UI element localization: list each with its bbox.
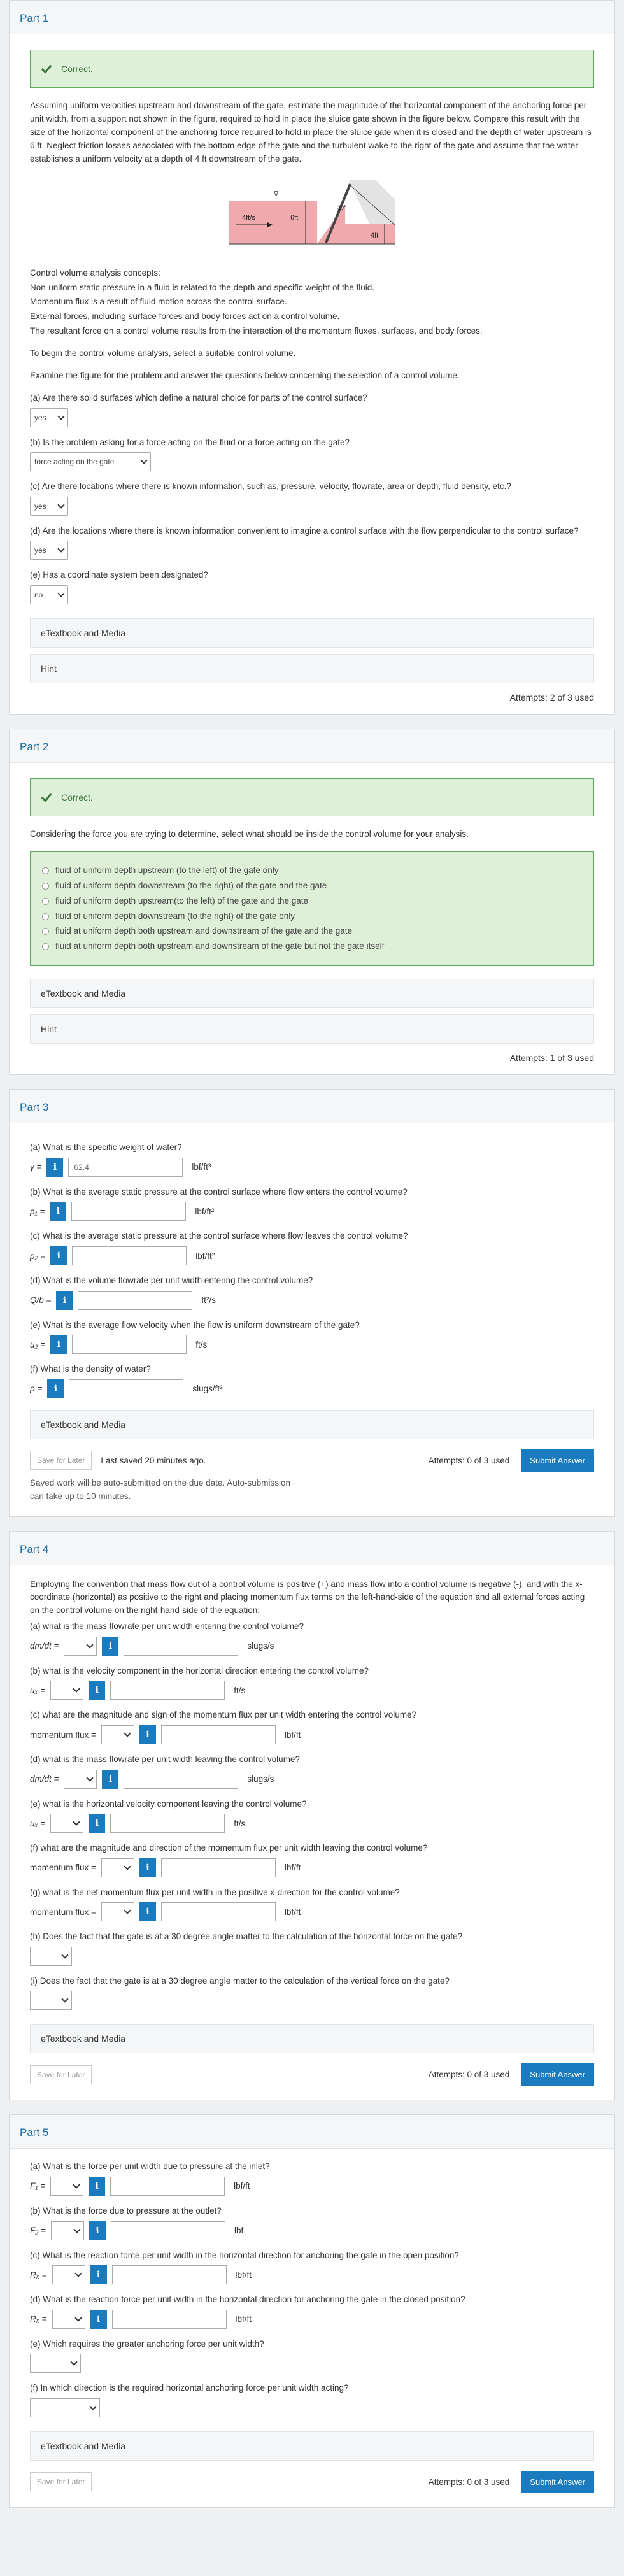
answer-e-row: [30, 1335, 594, 1354]
svg-text:∇: ∇: [274, 190, 279, 198]
etextbook-button[interactable]: eTextbook and Media: [30, 979, 594, 1008]
part-1-body: [10, 34, 614, 714]
save-row: [30, 2461, 594, 2498]
answer-a-row: [30, 2177, 594, 2196]
save-row: [30, 2053, 594, 2091]
answer-d-input[interactable]: [78, 1291, 192, 1310]
variable-label: uₓ =: [30, 1685, 46, 1695]
hint-button[interactable]: Hint: [30, 654, 594, 683]
examine-instruction: Examine the figure for the problem and answer the questions below concerning the selection of a control volume.: [30, 371, 460, 381]
answer-b-input[interactable]: [111, 2221, 225, 2240]
info-icon[interactable]: i: [102, 1770, 118, 1789]
chevron-down-icon: [89, 2403, 96, 2410]
problem-statement: Assuming uniform velocities upstream and downstream of the gate, estimate the magnitude of the horizontal component of the anchoring force per unit width, from a support not shown in the figure, required to hold in place the sluice gate shown in the figure below. Compare this result with the size of the horizontal component of the anchoring force required to hold in place the sluice gate when it is closed and the depth of water upstream is 6 ft. Neglect friction losses associated with the bottom edge of the gate and the turbulent wake to the right of the gate and assume that the water establishes a uniform velocity at a depth of 4 ft downstream of the gate.: [30, 101, 592, 164]
radio-icon[interactable]: [42, 883, 49, 890]
answer-d-row: [30, 2310, 594, 2329]
etextbook-button[interactable]: eTextbook and Media: [30, 2024, 594, 2053]
question-f: (f) what are the magnitude and direction of the momentum flux per unit width leaving the control volume?: [30, 1843, 428, 1853]
radio-icon[interactable]: [42, 867, 49, 874]
option-label: fluid at uniform depth both upstream and downstream of the gate but not the gate itself: [55, 941, 385, 951]
save-for-later-button[interactable]: Save for Later: [30, 2472, 92, 2491]
answer-a-row: [30, 1158, 594, 1177]
option-label: fluid at uniform depth both upstream and downstream of the gate and the gate: [55, 926, 353, 936]
question-prompt: Considering the force you are trying to determine, select what should be inside the control volume for your analysis.: [30, 829, 469, 839]
variable-label: momentum flux =: [30, 1730, 96, 1740]
variable-label: ρ =: [30, 1384, 43, 1394]
answer-d-row: [30, 1291, 594, 1310]
question-b: (b) Is the problem asking for a force acting on the fluid or a force acting on the gate?: [30, 437, 350, 447]
concept-line: Momentum flux is a result of fluid motion across the control surface.: [30, 297, 287, 307]
sign-select[interactable]: [51, 2221, 84, 2240]
select-value: no: [34, 590, 43, 599]
question-f: (f) What is the density of water?: [30, 1364, 151, 1374]
answer-c-row: [30, 2265, 594, 2284]
sign-select[interactable]: [101, 1858, 134, 1877]
unit-label: lbf/ft: [284, 1907, 301, 1917]
correct-banner: [30, 50, 594, 88]
option-label: fluid of uniform depth upstream(to the left) of the gate and the gate: [55, 895, 308, 906]
variable-label: p₂ =: [30, 1251, 46, 1261]
radio-icon[interactable]: [42, 898, 49, 905]
chevron-down-icon: [87, 1641, 94, 1648]
save-row: [30, 1439, 594, 1477]
answer-b-row: [30, 2221, 594, 2240]
unit-label: lbf/ft²: [195, 1206, 215, 1216]
info-icon[interactable]: i: [90, 2310, 107, 2329]
save-right: [429, 2063, 594, 2086]
checkmark-icon: [41, 63, 52, 75]
answer-a-input[interactable]: 62.4: [68, 1158, 183, 1177]
save-for-later-button[interactable]: Save for Later: [30, 2065, 92, 2084]
chevron-down-icon: [57, 546, 64, 553]
part-4-body: [10, 1565, 614, 2100]
answer-c-input[interactable]: [112, 2265, 227, 2284]
radio-icon[interactable]: [42, 928, 49, 935]
question-b: (b) What is the force due to pressure at the outlet?: [30, 2205, 222, 2216]
question-d: (d) What is the volume flowrate per unit width entering the control volume?: [30, 1276, 313, 1286]
answer-d-input[interactable]: [112, 2310, 227, 2329]
radio-option[interactable]: [42, 895, 582, 908]
unit-label: ft/s: [234, 1818, 246, 1828]
info-icon[interactable]: i: [47, 1379, 64, 1398]
answer-a-input[interactable]: [124, 1637, 238, 1656]
last-saved-text: Last saved 20 minutes ago.: [101, 1455, 206, 1465]
radio-option[interactable]: [42, 940, 582, 953]
option-label: fluid of uniform depth downstream (to the right) of the gate only: [55, 911, 295, 921]
info-icon[interactable]: i: [89, 1814, 105, 1833]
sign-select[interactable]: [64, 1770, 97, 1789]
part-title: Part 1: [20, 12, 49, 24]
chevron-down-icon: [124, 1730, 131, 1737]
concept-line: The resultant force on a control volume results from the interaction of the momentum fluxes, surfaces, and body forces.: [30, 326, 483, 336]
unit-label: ft/s: [234, 1685, 246, 1695]
info-icon[interactable]: i: [56, 1291, 73, 1310]
question-a: (a) What is the specific weight of water?: [30, 1142, 182, 1153]
answer-f-input[interactable]: [161, 1858, 276, 1877]
chevron-down-icon: [73, 1686, 80, 1693]
part-2-panel: [9, 729, 615, 1075]
info-icon[interactable]: i: [46, 1158, 63, 1177]
save-right: [429, 1449, 594, 1472]
unit-label: lbf/ft: [284, 1863, 301, 1873]
option-label: fluid of uniform depth upstream (to the left) of the gate only: [55, 865, 279, 875]
sign-select[interactable]: [50, 1681, 83, 1700]
upstream-velocity-label: 4ft/s: [242, 213, 255, 222]
variable-label: momentum flux =: [30, 1907, 96, 1917]
sign-select[interactable]: [52, 2265, 85, 2284]
downstream-depth-label: 4ft: [371, 231, 379, 239]
variable-label: F₁ =: [30, 2181, 46, 2191]
question-e: (e) What is the average flow velocity when the flow is uniform downstream of the gate?: [30, 1320, 360, 1330]
part-4-header: [10, 1532, 614, 1565]
question-a: (a) What is the force per unit width due to pressure at the inlet?: [30, 2161, 270, 2172]
info-icon[interactable]: i: [50, 1246, 67, 1265]
part-5-header: [10, 2115, 614, 2149]
part-2-body: [10, 763, 614, 1074]
select-value: yes: [34, 501, 46, 511]
option-label: fluid of uniform depth downstream (to the right) of the gate and the gate: [55, 880, 327, 890]
concept-line: Control volume analysis concepts:: [30, 267, 160, 278]
variable-label: Rₓ =: [30, 2314, 47, 2324]
variable-label: dm/dt =: [30, 1774, 59, 1784]
chevron-down-icon: [70, 2359, 77, 2366]
save-left: [30, 2065, 92, 2084]
answer-d-select[interactable]: [30, 541, 68, 560]
part-title: Part 2: [20, 740, 49, 753]
answer-e-input[interactable]: [72, 1335, 187, 1354]
info-icon[interactable]: i: [102, 1637, 118, 1656]
submit-answer-button[interactable]: Submit Answer: [521, 1449, 594, 1472]
variable-label: uₓ =: [30, 1818, 46, 1828]
unit-label: lbf/ft: [235, 2270, 252, 2280]
attempts: [30, 1044, 594, 1065]
sign-select[interactable]: [52, 2310, 85, 2329]
etextbook-button[interactable]: eTextbook and Media: [30, 618, 594, 648]
question-f: (f) In which direction is the required horizontal anchoring force per unit width acting?: [30, 2383, 349, 2393]
concept-line: External forces, including surface forces and body forces act on a control volume.: [30, 311, 340, 322]
info-icon[interactable]: i: [139, 1858, 156, 1877]
variable-label: momentum flux =: [30, 1863, 96, 1873]
select-value: force acting on the gate: [34, 457, 115, 467]
chevron-down-icon: [57, 413, 64, 420]
radio-option[interactable]: [42, 879, 582, 893]
part-1-panel: [9, 0, 615, 715]
answer-d-input[interactable]: [124, 1770, 238, 1789]
correct-text: Correct.: [61, 792, 93, 802]
info-icon[interactable]: i: [89, 2221, 106, 2240]
question-b: (b) what is the velocity component in the horizontal direction entering the control volume?: [30, 1665, 369, 1676]
concepts-block: [30, 267, 594, 339]
chevron-down-icon: [124, 1863, 131, 1870]
question-h: (h) Does the fact that the gate is at a 30 degree angle matter to the calculation of the horizontal force on the gate?: [30, 1932, 463, 1942]
question-e: (e) Has a coordinate system been designated?: [30, 570, 208, 580]
answer-b-select[interactable]: [30, 452, 151, 471]
variable-label: γ =: [30, 1162, 42, 1172]
chevron-down-icon: [124, 1907, 131, 1914]
attempts-text: Attempts: 0 of 3 used: [428, 2477, 510, 2487]
variable-label: F₂ =: [30, 2226, 46, 2235]
convention-statement: Employing the convention that mass flow out of a control volume is positive (+) and mass flow into a control volume is negative (-), and with the x-coordinate (horizontal) as positive to the right and placing momentum flux terms on the left-hand-side of the equation and all external forces acting on the control volume on the right-hand-side of the equation:: [30, 1579, 585, 1616]
attempts-text: Attempts: 0 of 3 used: [428, 1455, 510, 1465]
part-5-panel: [9, 2114, 615, 2507]
answer-a-row: [30, 1637, 594, 1656]
answer-c-input[interactable]: [72, 1246, 187, 1265]
chevron-down-icon: [74, 2270, 82, 2277]
attempts-text: Attempts: 0 of 3 used: [428, 2070, 510, 2080]
attempts: [30, 683, 594, 705]
part-2-header: [10, 729, 614, 763]
part-5-body: [10, 2149, 614, 2507]
sign-select[interactable]: [50, 1814, 83, 1833]
unit-label: lbf/ft: [234, 2181, 250, 2191]
part-4-panel: [9, 1531, 615, 2101]
answer-f-input[interactable]: [69, 1379, 183, 1398]
variable-label: u₂ =: [30, 1339, 46, 1349]
radio-icon[interactable]: [42, 943, 49, 950]
submit-answer-button[interactable]: Submit Answer: [521, 2471, 594, 2493]
chevron-down-icon: [87, 1774, 94, 1781]
chevron-down-icon: [57, 501, 64, 508]
answer-d-row: [30, 1770, 594, 1789]
info-icon[interactable]: i: [139, 1902, 156, 1921]
attempts-text: Attempts: 2 of 3 used: [509, 692, 594, 702]
sluice-gate-figure: [30, 180, 594, 250]
question-d: (d) what is the mass flowrate per unit width leaving the control volume?: [30, 1754, 300, 1764]
gate-angle-label: 30°: [337, 204, 346, 211]
autosubmit-note: Saved work will be auto-submitted on the due date. Auto-submission can take up to 10 minutes.: [30, 1477, 290, 1501]
chevron-down-icon: [57, 590, 64, 597]
question-c: (c) Are there locations where there is known information, such as, pressure, velocity, flowrate, area or depth, fluid density, etc.?: [30, 481, 511, 492]
upstream-depth-label: 6ft: [290, 213, 299, 222]
unit-label: ft²/s: [201, 1295, 216, 1306]
unit-label: lbf/ft³: [192, 1162, 211, 1172]
answer-a-select[interactable]: [30, 408, 68, 427]
question-e: (e) what is the horizontal velocity component leaving the control volume?: [30, 1798, 307, 1809]
answer-b-row: [30, 1681, 594, 1700]
answer-e-select[interactable]: [30, 2354, 81, 2373]
checkmark-icon: [41, 792, 52, 803]
unit-label: slugs/s: [247, 1641, 274, 1651]
unit-label: lbf/ft: [284, 1730, 301, 1740]
part-1-header: [10, 1, 614, 34]
answer-b-input[interactable]: [71, 1202, 186, 1221]
answer-c-select[interactable]: [30, 497, 68, 516]
save-right: [429, 2471, 594, 2493]
question-a: (a) Are there solid surfaces which define a natural choice for parts of the control surface?: [30, 393, 367, 403]
unit-label: slugs/ft³: [192, 1384, 223, 1394]
correct-banner: [30, 778, 594, 816]
answer-f-row: [30, 1858, 594, 1877]
variable-label: Rₓ =: [30, 2270, 47, 2280]
begin-instruction: To begin the control volume analysis, select a suitable control volume.: [30, 348, 296, 359]
info-icon[interactable]: i: [90, 2265, 107, 2284]
unit-label: lbf/ft: [235, 2314, 252, 2324]
question-c: (c) what are the magnitude and sign of the momentum flux per unit width entering the control volume?: [30, 1710, 417, 1720]
part-title: Part 3: [20, 1101, 49, 1114]
question-c: (c) What is the reaction force per unit width in the horizontal direction for anchoring the gate in the open position?: [30, 2250, 459, 2260]
answer-c-row: [30, 1725, 594, 1744]
info-icon[interactable]: i: [50, 1202, 66, 1221]
answer-c-input[interactable]: [161, 1725, 276, 1744]
etextbook-button[interactable]: eTextbook and Media: [30, 1410, 594, 1439]
question-e: (e) Which requires the greater anchoring force per unit width?: [30, 2338, 264, 2349]
question-d: (d) Are the locations where there is known information convenient to imagine a control surface with the flow perpendicular to the control surface?: [30, 525, 579, 536]
answer-e-input[interactable]: [110, 1814, 225, 1833]
question-g: (g) what is the net momentum flux per unit width in the positive x-direction for the control volume?: [30, 1887, 400, 1897]
radio-option[interactable]: [42, 910, 582, 923]
part-3-header: [10, 1090, 614, 1123]
answer-b-row: [30, 1202, 594, 1221]
save-left: [30, 2472, 92, 2491]
variable-label: dm/dt =: [30, 1641, 59, 1651]
chevron-down-icon: [140, 457, 147, 464]
answer-c-row: [30, 1246, 594, 1265]
question-a: (a) what is the mass flowrate per unit width entering the control volume?: [30, 1621, 304, 1632]
sign-select[interactable]: [101, 1725, 134, 1744]
part-3-body: [10, 1123, 614, 1516]
info-icon[interactable]: i: [139, 1725, 156, 1744]
variable-label: p₁ =: [30, 1206, 45, 1216]
answer-a-input[interactable]: [110, 2177, 225, 2196]
save-for-later-button[interactable]: Save for Later: [30, 1451, 92, 1470]
sign-select[interactable]: [50, 2177, 83, 2196]
answer-e-row: [30, 1814, 594, 1833]
info-icon[interactable]: i: [50, 1335, 67, 1354]
sign-select[interactable]: [64, 1637, 97, 1656]
answer-b-input[interactable]: [110, 1681, 225, 1700]
attempts-text: Attempts: 1 of 3 used: [509, 1053, 594, 1064]
question-d: (d) What is the reaction force per unit width in the horizontal direction for anchoring the gate in the closed position?: [30, 2295, 465, 2305]
radio-group: [30, 851, 594, 967]
etextbook-button[interactable]: eTextbook and Media: [30, 2431, 594, 2461]
part-title: Part 4: [20, 1542, 49, 1555]
variable-label: Q/b =: [30, 1295, 52, 1306]
chevron-down-icon: [74, 2314, 82, 2321]
part-3-panel: [9, 1089, 615, 1516]
select-value: yes: [34, 546, 46, 555]
answer-e-select[interactable]: [30, 585, 68, 604]
answer-h-select[interactable]: [30, 1947, 72, 1966]
sluice-gate-diagram: [229, 180, 395, 250]
radio-icon[interactable]: [42, 913, 49, 920]
chevron-down-icon: [61, 1996, 68, 2003]
answer-g-input[interactable]: [161, 1902, 276, 1921]
question-b: (b) What is the average static pressure at the control surface where flow enters the control volume?: [30, 1186, 408, 1197]
unit-label: slugs/s: [247, 1774, 274, 1784]
unit-label: ft/s: [195, 1339, 208, 1349]
sign-select[interactable]: [101, 1902, 134, 1921]
answer-f-row: [30, 1379, 594, 1398]
unit-label: lbf/ft²: [195, 1251, 215, 1261]
answer-i-select[interactable]: [30, 1991, 72, 2010]
question-i: (i) Does the fact that the gate is at a 30 degree angle matter to the calculation of the vertical force on the gate?: [30, 1975, 450, 1986]
answer-f-select[interactable]: [30, 2398, 100, 2417]
hint-button[interactable]: Hint: [30, 1014, 594, 1044]
radio-option[interactable]: [42, 925, 582, 938]
save-left: [30, 1451, 206, 1470]
chevron-down-icon: [61, 1951, 68, 1958]
info-icon[interactable]: i: [89, 2177, 105, 2196]
question-c: (c) What is the average static pressure at the control surface where flow leaves the control volume?: [30, 1231, 408, 1241]
submit-answer-button[interactable]: Submit Answer: [521, 2063, 594, 2086]
unit-label: lbf: [234, 2226, 244, 2235]
concept-line: Non-uniform static pressure in a fluid is related to the depth and specific weight of the fluid.: [30, 282, 375, 292]
part-title: Part 5: [20, 2126, 49, 2139]
info-icon[interactable]: i: [89, 1681, 105, 1700]
chevron-down-icon: [73, 2181, 80, 2188]
correct-text: Correct.: [61, 64, 93, 74]
chevron-down-icon: [73, 2226, 80, 2233]
select-value: yes: [34, 413, 46, 422]
chevron-down-icon: [73, 1818, 80, 1825]
answer-g-row: [30, 1902, 594, 1921]
radio-option[interactable]: [42, 864, 582, 878]
